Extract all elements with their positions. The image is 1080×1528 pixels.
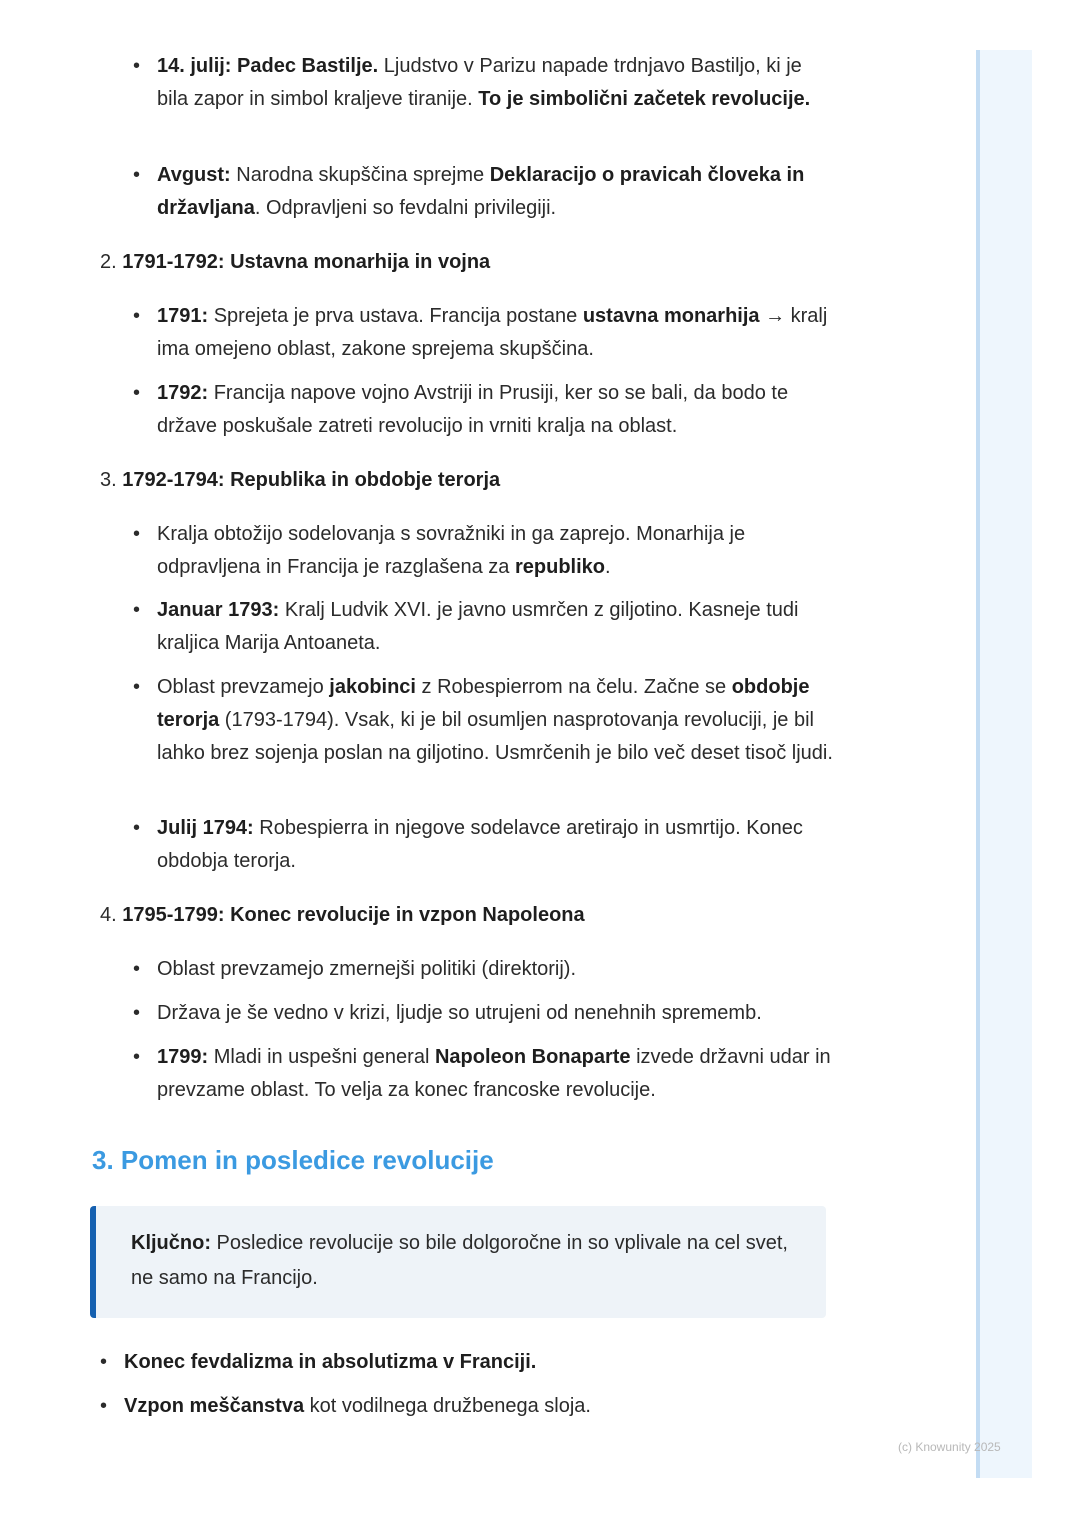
right-margin-panel bbox=[976, 50, 1032, 1478]
section-title: 3. Pomen in posledice revolucije bbox=[92, 1145, 494, 1175]
callout-text: Ključno: Posledice revolucije so bile dolgoročne in so vplivale na cel svet, ne samo na Francijo. bbox=[131, 1232, 788, 1289]
list-item: • Vzpon meščanstva kot vodilnega družbenega sloja. bbox=[100, 1395, 591, 1417]
list-item: • Oblast prevzamejo zmernejši politiki (direktorij). bbox=[133, 958, 577, 980]
list-item: • Avgust: Narodna skupščina sprejme Deklaracijo o pravicah človeka in državljana. Odpravljeni so fevdalni privilegiji. bbox=[133, 164, 805, 219]
list-item: • Država je še vedno v krizi, ljudje so utrujeni od nenehnih sprememb. bbox=[133, 1002, 762, 1024]
list-item: • Oblast prevzamejo jakobinci z Robespierrom na čelu. Začne se obdobje terorja (1793-1794). Vsak, ki je bil osumljen nasprotovanja revoluciji, je bil lahko brez sojenja poslan na giljotino. Usmrčenih je bilo več deset tisoč ljudi. bbox=[133, 676, 833, 764]
list-item: • Konec fevdalizma in absolutizma v Franciji. bbox=[100, 1351, 537, 1373]
section-heading: 2. 1791-1792: Ustavna monarhija in vojna bbox=[100, 251, 491, 273]
section-heading: 4. 1795-1799: Konec revolucije in vzpon Napoleona bbox=[100, 904, 585, 926]
copyright-footer: (c) Knowunity 2025 bbox=[898, 1440, 1001, 1454]
list-item: • 1799: Mladi in uspešni general Napoleon Bonaparte izvede državni udar in prevzame oblast. To velja za konec francoske revolucije. bbox=[133, 1046, 831, 1101]
section-heading: 3. 1792-1794: Republika in obdobje terorja bbox=[100, 469, 501, 491]
list-item: • Julij 1794: Robespierra in njegove sodelavce aretirajo in usmrtijo. Konec obdobja terorja. bbox=[133, 817, 803, 872]
key-callout bbox=[90, 1206, 826, 1318]
list-item: • Kralja obtožijo sodelovanja s sovražniki in ga zaprejo. Monarhija je odpravljena in Francija je razglašena za republiko. bbox=[133, 523, 746, 578]
list-item: • Januar 1793: Kralj Ludvik XVI. je javno usmrčen z giljotino. Kasneje tudi kraljica Marija Antoaneta. bbox=[133, 599, 799, 654]
list-item: • 14. julij: Padec Bastilje. Ljudstvo v Parizu napade trdnjavo Bastiljo, ki je bila zapor in simbol kraljeve tiranije. To je simbolični začetek revolucije. bbox=[133, 55, 811, 110]
list-item: • 1791: Sprejeta je prva ustava. Francija postane ustavna monarhija → kralj ima omejeno oblast, zakone sprejema skupščina. bbox=[133, 305, 828, 360]
list-item: • 1792: Francija napove vojno Avstriji in Prusiji, ker so se bali, da bodo te države poskušale zatreti revolucijo in vrniti kralja na oblast. bbox=[133, 382, 789, 437]
